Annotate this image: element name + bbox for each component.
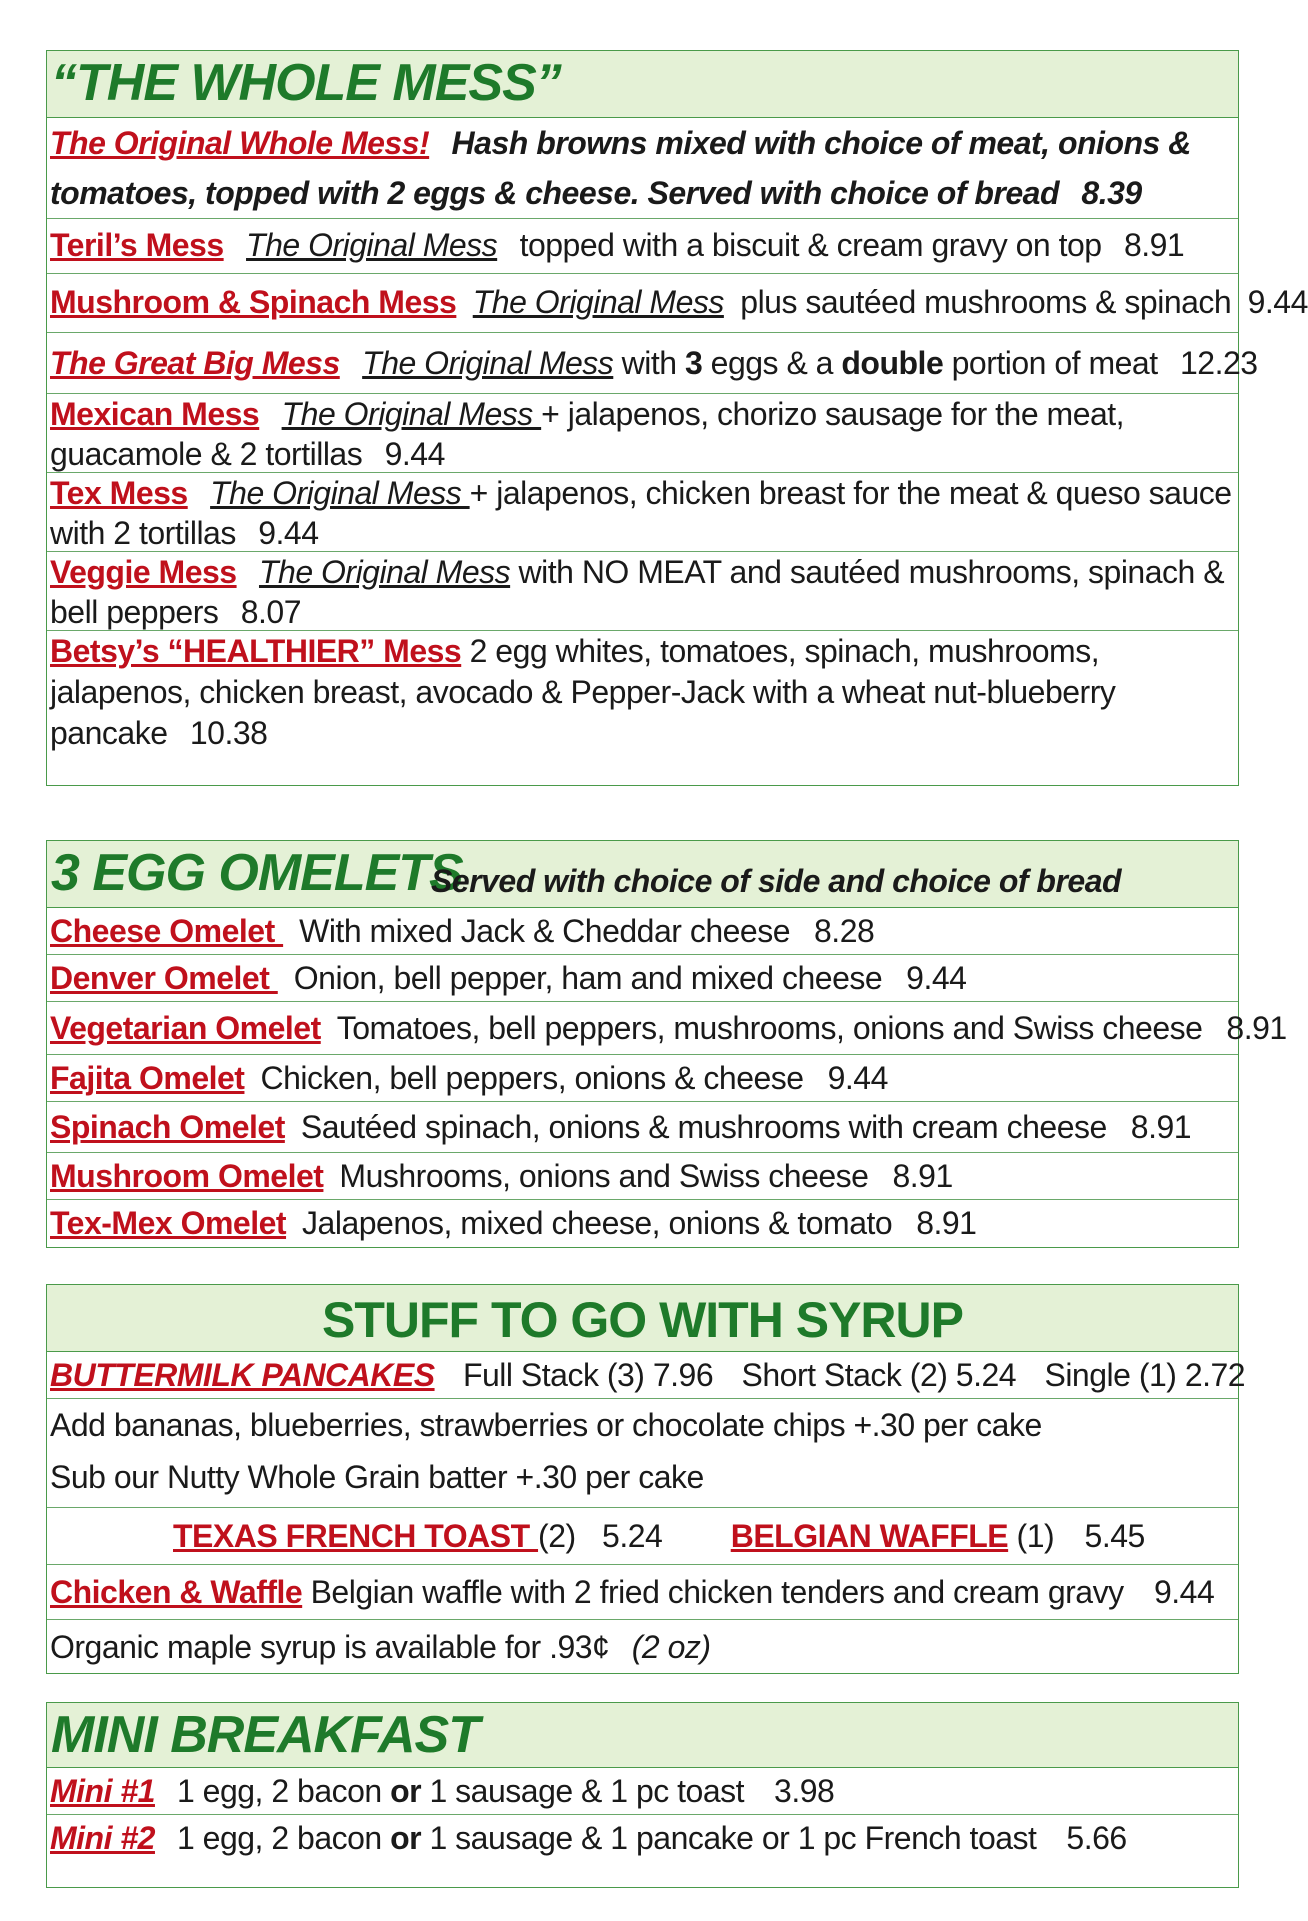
item-price: 9.44: [258, 515, 319, 551]
omelet-name: Vegetarian Omelet: [50, 1010, 321, 1046]
item-name: Betsy’s “HEALTHIER” Mess: [50, 633, 462, 669]
waffle-price: 5.45: [1084, 1518, 1145, 1554]
omelet-name: Fajita Omelet: [50, 1060, 245, 1096]
add-note: Add bananas, blueberries, strawberries or chocolate chips +.30 per cake: [50, 1407, 1042, 1443]
menu-item-veggie-mess: [47, 551, 1238, 630]
toast-qty: (2): [538, 1518, 576, 1554]
item-name: The Great Big Mess: [50, 345, 340, 381]
menu-item-tex-mess: [47, 472, 1238, 551]
pancake-full-stack: Full Stack (3) 7.96: [462, 1357, 714, 1393]
omelet-list: [47, 908, 1287, 1246]
sub-note: Sub our Nutty Whole Grain batter +.30 per cake: [50, 1459, 704, 1495]
mini-or: or: [390, 1820, 422, 1856]
item-name: Mexican Mess: [50, 396, 260, 432]
mini-price: 3.98: [774, 1773, 835, 1809]
omelet-row: [47, 1199, 1238, 1246]
item-desc: with NO MEAT and sautéed mushrooms, spinach & bell peppers: [50, 554, 1225, 630]
menu-item-buttermilk-pancakes: [47, 1352, 1246, 1398]
mini-header: [47, 1703, 1238, 1768]
mini-title: MINI BREAKFAST: [51, 1706, 479, 1764]
mini-row: [47, 1814, 1238, 1861]
item-desc: + jalapenos, chorizo sausage for the meat, guacamole & 2 tortillas: [50, 396, 1125, 472]
mini-desc-b: 1 sausage & 1 pc toast: [429, 1773, 745, 1809]
item-name: Chicken & Waffle: [50, 1574, 303, 1610]
item-price: 9.44: [1153, 1574, 1215, 1610]
pancake-short-stack: Short Stack (2) 5.24: [741, 1357, 1017, 1393]
menu-item-chicken-waffle: [47, 1564, 1238, 1619]
item-desc-bold: 3: [684, 345, 703, 381]
item-desc: Hash browns mixed with choice of meat, onions & tomatoes, topped with 2 eggs & cheese. Served with choice of bread: [50, 125, 1191, 211]
item-price: 9.44: [384, 436, 445, 472]
omelet-row: [47, 1001, 1287, 1054]
syrup-section: [46, 1284, 1246, 1674]
menu-item-mushroom-spinach-mess: [47, 273, 1308, 332]
item-ref: The Original Mess: [281, 396, 542, 432]
item-desc: + jalapenos, chicken breast for the meat & queso sauce with 2 tortillas: [50, 475, 1232, 551]
omelet-name: Denver Omelet: [50, 960, 278, 996]
item-desc: plus sautéed mushrooms & spinach: [740, 284, 1232, 320]
omelets-title: 3 EGG OMELETS: [51, 844, 463, 902]
item-name: Tex Mess: [50, 475, 188, 511]
whole-mess-title: “THE WHOLE MESS”: [51, 54, 561, 112]
belgian-waffle: BELGIAN WAFFLE: [730, 1518, 1009, 1554]
menu-item-betsys-mess: [47, 630, 1238, 751]
syrup-header: [47, 1285, 1238, 1352]
mini-desc-a: 1 egg, 2 bacon: [176, 1820, 382, 1856]
item-price: 8.39: [1081, 175, 1142, 211]
omelet-desc: Jalapenos, mixed cheese, onions & tomato: [302, 1205, 893, 1241]
waffle-qty: (1): [1016, 1518, 1055, 1554]
item-name: BUTTERMILK PANCAKES: [50, 1357, 435, 1393]
item-name: Mushroom & Spinach Mess: [50, 284, 457, 320]
item-ref: The Original Mess: [258, 554, 511, 590]
omelet-price: 8.91: [892, 1158, 953, 1194]
omelet-row: [47, 1054, 1238, 1101]
menu-item-great-big-mess: [47, 332, 1258, 393]
item-price: 8.91: [1123, 227, 1185, 263]
mini-list: [47, 1768, 1238, 1861]
item-price: 12.23: [1179, 345, 1258, 381]
omelet-row: [47, 1152, 1238, 1199]
omelet-desc: Onion, bell pepper, ham and mixed cheese: [293, 960, 883, 996]
maple-syrup-note: [47, 1619, 1238, 1674]
omelet-desc: Sautéed spinach, onions & mushrooms with cream cheese: [300, 1109, 1107, 1145]
pancake-addons: [47, 1398, 1238, 1507]
omelet-desc: With mixed Jack & Cheddar cheese: [299, 913, 790, 949]
omelet-name: Spinach Omelet: [50, 1109, 285, 1145]
item-desc: portion of meat: [951, 345, 1158, 381]
mini-breakfast-section: [46, 1702, 1239, 1888]
item-desc: Belgian waffle with 2 fried chicken tenders and cream gravy: [310, 1574, 1124, 1610]
whole-mess-section: [46, 50, 1308, 786]
menu-item-original-whole-mess: [47, 118, 1238, 218]
item-ref: The Original Mess: [246, 227, 498, 263]
omelets-section: [46, 840, 1287, 1248]
omelet-price: 9.44: [906, 960, 967, 996]
omelet-desc: Chicken, bell peppers, onions & cheese: [260, 1060, 804, 1096]
item-price: 8.07: [240, 594, 302, 630]
toast-price: 5.24: [602, 1518, 663, 1554]
menu-item-terils-mess: [47, 218, 1238, 273]
omelet-row: [47, 908, 1238, 954]
omelet-price: 8.91: [916, 1205, 977, 1241]
omelet-price: 9.44: [827, 1060, 888, 1096]
mini-row: [47, 1768, 1238, 1814]
mini-or: or: [390, 1773, 422, 1809]
item-desc-bold: double: [841, 345, 944, 381]
maple-text: Organic maple syrup is available for .93¢: [50, 1629, 610, 1665]
item-name: Veggie Mess: [50, 554, 237, 590]
toast-waffle-row: [47, 1507, 1238, 1564]
item-name: Teril’s Mess: [50, 227, 224, 263]
mini-price: 5.66: [1066, 1820, 1127, 1856]
omelet-row: [47, 1101, 1238, 1152]
omelet-name: Cheese Omelet: [50, 913, 284, 949]
maple-size: (2 oz): [631, 1629, 711, 1665]
omelet-price: 8.28: [814, 913, 875, 949]
item-ref: The Original Mess: [472, 284, 724, 320]
mini-name: Mini #1: [50, 1773, 155, 1809]
mini-desc-b: 1 sausage & 1 pancake or 1 pc French toast: [429, 1820, 1037, 1856]
omelets-header: [47, 841, 1238, 908]
omelet-name: Tex-Mex Omelet: [50, 1205, 287, 1241]
item-price: 9.44: [1247, 284, 1308, 320]
item-ref: The Original Mess: [362, 345, 614, 381]
item-ref: The Original Mess: [210, 475, 470, 511]
omelet-desc: Tomatoes, bell peppers, mushrooms, onions and Swiss cheese: [336, 1010, 1203, 1046]
omelet-name: Mushroom Omelet: [50, 1158, 324, 1194]
whole-mess-header: [47, 51, 1238, 118]
pancake-single: Single (1) 2.72: [1044, 1357, 1246, 1393]
item-desc: 2 egg whites, tomatoes, spinach, mushrooms, jalapenos, chicken breast, avocado & Pepper-Jack with a wheat nut-blueberry pancake: [50, 633, 1116, 751]
omelet-desc: Mushrooms, onions and Swiss cheese: [339, 1158, 869, 1194]
omelet-row: [47, 954, 1238, 1001]
item-price: 10.38: [189, 715, 268, 751]
item-desc: topped with a biscuit & cream gravy on top: [519, 227, 1102, 263]
item-desc: eggs & a: [710, 345, 833, 381]
omelets-subtitle: Served with choice of side and choice of bread: [431, 863, 1122, 899]
mini-name: Mini #2: [50, 1820, 155, 1856]
texas-french-toast: TEXAS FRENCH TOAST: [173, 1518, 539, 1554]
item-name: The Original Whole Mess!: [50, 125, 430, 161]
item-desc: with: [621, 345, 677, 381]
omelet-price: 8.91: [1130, 1109, 1192, 1145]
menu-item-mexican-mess: [47, 393, 1238, 472]
syrup-title: STUFF TO GO WITH SYRUP: [322, 1292, 963, 1348]
mini-desc-a: 1 egg, 2 bacon: [176, 1773, 382, 1809]
omelet-price: 8.91: [1226, 1010, 1287, 1046]
